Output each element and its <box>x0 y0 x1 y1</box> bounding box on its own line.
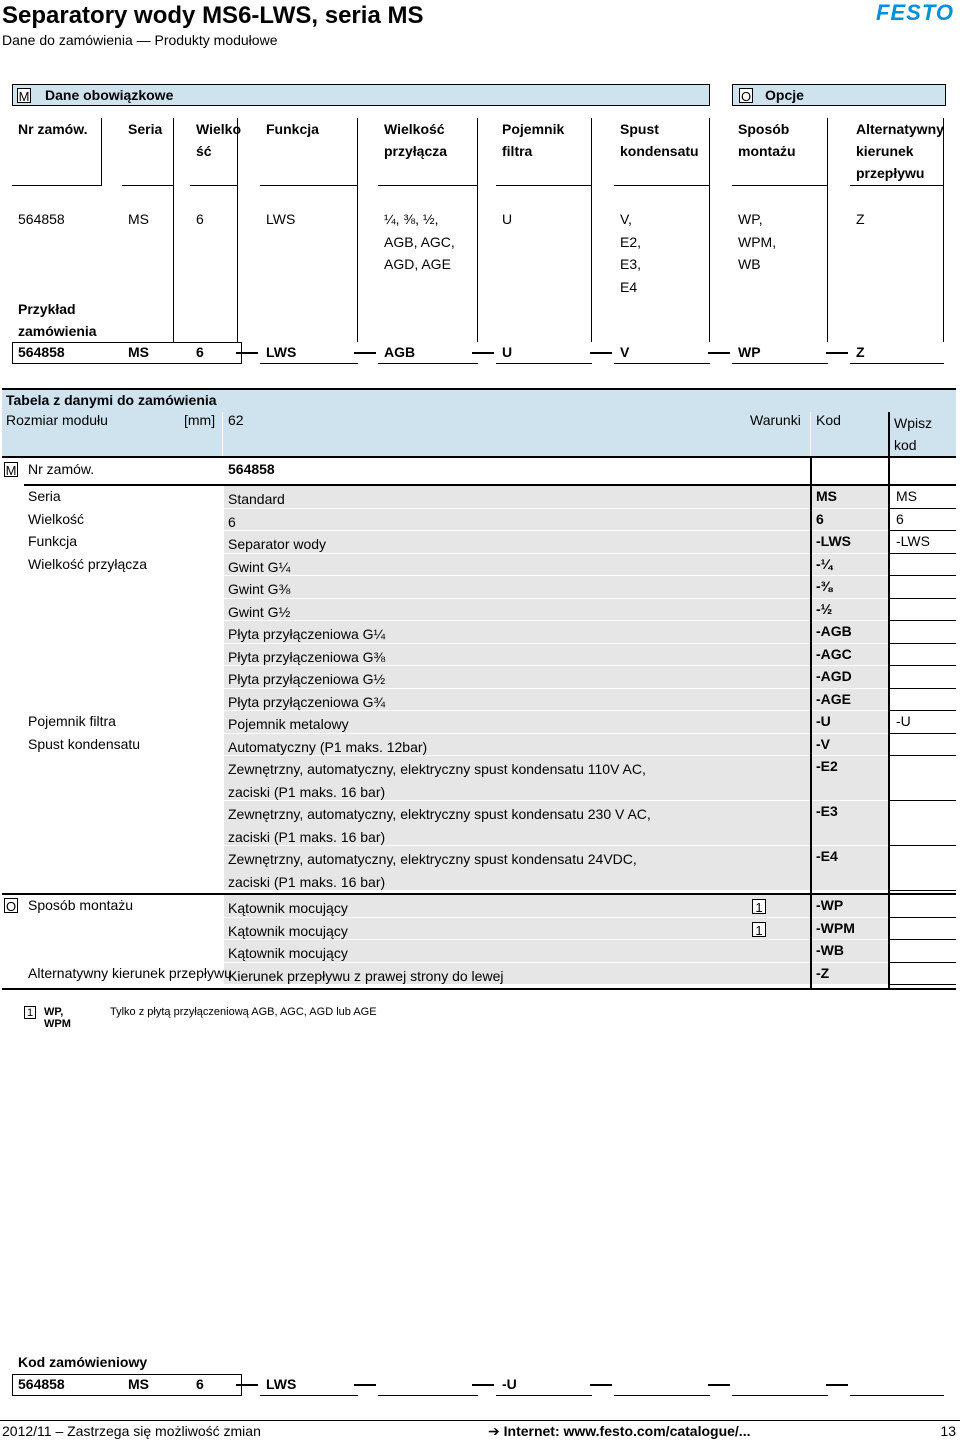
order-code-cell[interactable]: LWS <box>260 1374 358 1396</box>
header-divider <box>888 412 890 456</box>
row-shade <box>224 554 810 576</box>
table-row <box>2 689 956 712</box>
page-subtitle: Dane do zamówienia — Produkty modułowe <box>2 32 278 48</box>
table-row <box>2 801 956 846</box>
column-rule <box>888 486 890 988</box>
options-marker: O <box>740 89 752 104</box>
row-code: -¼ <box>816 555 833 572</box>
row-parameter: Funkcja <box>28 533 78 549</box>
row-description: Kątownik mocujący <box>228 945 348 961</box>
row-shade <box>224 509 810 531</box>
row-code: -E3 <box>816 803 838 819</box>
row-shade <box>224 486 810 508</box>
row-description: Kątownik mocujący <box>228 900 348 916</box>
row-description: Zewnętrzny, automatyczny, elektryczny spust kondensatu 110V AC, zaciski (P1 maks. 16 bar) <box>228 761 646 800</box>
row-description: Kątownik mocujący <box>228 922 348 939</box>
row-code: -½ <box>816 600 833 617</box>
example-cell: AGB <box>378 342 478 364</box>
ordering-column-values: 564858 <box>18 211 65 227</box>
ordering-column-title: Wielko ść <box>196 121 241 159</box>
order-no-value: 564858 <box>228 461 275 477</box>
footer-rule <box>0 1420 960 1421</box>
ordering-column-title: Sposób montażu <box>738 121 796 159</box>
options-bar <box>732 84 946 106</box>
mandatory-bar <box>12 84 710 106</box>
order-code-cell[interactable]: 6 <box>190 1374 238 1396</box>
header-divider <box>222 412 223 456</box>
order-code-cell[interactable] <box>378 1374 478 1396</box>
table-row <box>2 918 956 941</box>
options-marker-table: O <box>5 899 17 914</box>
table-row <box>2 895 956 918</box>
row-description: Gwint G¼ <box>228 558 291 575</box>
table-row <box>2 509 956 532</box>
column-rule <box>810 486 812 988</box>
table-title: Tabela z danymi do zamówienia <box>2 390 956 412</box>
row-parameter: Spust kondensatu <box>28 735 141 752</box>
row-description: Gwint G½ <box>228 603 291 620</box>
row-description: Płyta przyłączeniowa G½ <box>228 671 386 687</box>
ordering-column-values: U <box>502 211 513 227</box>
row-code: -E4 <box>816 848 838 864</box>
order-no-label: Nr zamów. <box>28 461 95 477</box>
footnote-codes: WP, WPM <box>44 1006 71 1030</box>
page-title: Separatory wody MS6-LWS, seria MS <box>2 2 424 29</box>
ordering-column-values: 6 <box>196 211 204 227</box>
header-divider <box>810 412 811 456</box>
row-parameter: Seria <box>28 488 61 504</box>
table-row <box>2 486 956 509</box>
enter-col-rule <box>888 458 890 484</box>
mandatory-marker-table: M <box>5 463 17 478</box>
mandatory-label: Dane obowiązkowe <box>45 87 174 103</box>
page-number: 13 <box>940 1423 956 1439</box>
row-description: Kierunek przepływu z prawej strony do lewej <box>228 967 504 984</box>
example-cell: U <box>496 342 592 364</box>
row-description: Zewnętrzny, automatyczny, elektryczny spust kondensatu 230 V AC, zaciski (P1 maks. 16 bar) <box>228 806 651 845</box>
row-code: -U <box>816 713 831 729</box>
code-header: Kod <box>816 412 841 428</box>
footer-left: 2012/11 – Zastrzega się możliwość zmian <box>2 1423 261 1439</box>
table-row <box>2 621 956 644</box>
festo-logo: FESTO <box>876 0 954 25</box>
example-cell: LWS <box>260 342 358 364</box>
ordering-column-rule <box>173 186 174 342</box>
table-row <box>2 734 956 757</box>
ordering-column-rule <box>943 186 944 342</box>
row-parameter: Wielkość <box>28 510 85 527</box>
order-code-frame <box>12 1374 242 1396</box>
enter-header: Wpisz kod <box>894 415 933 453</box>
row-code: -AGE <box>816 690 851 707</box>
row-parameter: Wielkość przyłącza <box>28 555 148 572</box>
row-parameter: Pojemnik filtra <box>28 713 116 729</box>
example-cell: Z <box>850 342 944 364</box>
ordering-column-rule <box>477 186 478 342</box>
arrow-icon: ➔ <box>488 1423 500 1439</box>
row-condition-marker: 1 <box>752 922 766 937</box>
ordering-column-rule <box>591 186 592 342</box>
row-condition-marker: 1 <box>752 899 766 914</box>
example-cell: 6 <box>190 342 238 364</box>
order-code-cell[interactable]: 564858 <box>12 1374 102 1396</box>
row-description: Płyta przyłączeniowa G¼ <box>228 626 386 642</box>
example-label: Przykład zamówienia <box>18 301 97 339</box>
order-no-row <box>2 458 956 484</box>
row-enter-code[interactable]: -U <box>896 713 911 729</box>
order-code-cell[interactable] <box>614 1374 710 1396</box>
footer-link-group[interactable] <box>488 1423 750 1440</box>
row-description: Płyta przyłączeniowa G⅜ <box>228 648 386 665</box>
ordering-column-title: Spust kondensatu <box>620 121 699 159</box>
order-code-cell[interactable] <box>850 1374 944 1396</box>
row-code: -AGD <box>816 668 852 684</box>
ordering-column-values: V, E2, E3, E4 <box>620 211 642 295</box>
size-unit: [mm] <box>184 412 216 428</box>
table-row <box>2 711 956 734</box>
ordering-column-rule <box>237 186 238 342</box>
row-code: MS <box>816 488 837 504</box>
row-code: -V <box>816 735 830 752</box>
ordering-column-values: MS <box>128 211 149 227</box>
ordering-column-title: Pojemnik filtra <box>502 121 565 159</box>
row-enter-code[interactable]: 6 <box>896 510 904 527</box>
table-row <box>2 554 956 577</box>
example-cell: WP <box>732 342 828 364</box>
table-header <box>2 412 956 456</box>
table-row <box>2 963 956 986</box>
row-code: -WP <box>816 897 844 913</box>
row-code: -E2 <box>816 758 838 774</box>
table-row <box>2 531 956 554</box>
ordering-column-values: Z <box>856 211 865 227</box>
table-bottom-rule <box>2 988 956 990</box>
ordering-column-values: ¼, ⅜, ½, AGB, AGC, AGD, AGE <box>384 211 455 272</box>
footnote-marker: 1 <box>24 1006 36 1019</box>
ordering-column-title: Alternatywny kierunek przepływu <box>856 121 944 181</box>
footnote-text: Tylko z płytą przyłączeniową AGB, AGC, AGD lub AGE <box>110 1006 377 1018</box>
enter-row-rule <box>890 890 956 891</box>
ordering-column-rule <box>357 186 358 342</box>
separator-dash <box>590 1384 612 1386</box>
ordering-column-title: Wielkość przyłącza <box>384 121 448 159</box>
table-row <box>2 644 956 667</box>
row-code: -Z <box>816 964 830 981</box>
order-code-cell[interactable] <box>732 1374 828 1396</box>
separator-dash <box>472 352 494 354</box>
separator-dash <box>354 352 376 354</box>
row-code: -LWS <box>816 533 851 549</box>
separator-dash <box>708 352 730 354</box>
conditions-header: Warunki <box>750 412 801 428</box>
table-row <box>2 666 956 689</box>
footer-link[interactable]: Internet: www.festo.com/catalogue/... <box>503 1423 751 1439</box>
row-parameter: Sposób montażu <box>28 897 134 913</box>
example-cell: V <box>614 342 710 364</box>
row-shade <box>224 599 810 621</box>
example-cell: MS <box>122 342 174 364</box>
row-description: Standard <box>228 491 285 507</box>
table-row <box>2 756 956 801</box>
example-cell: 564858 <box>12 342 102 364</box>
ordering-column-title: Seria <box>128 121 163 137</box>
ordering-column-title: Nr zamów. <box>18 121 88 137</box>
options-label: Opcje <box>765 87 804 103</box>
ordering-column-rule <box>709 186 710 342</box>
enter-row-rule <box>890 984 956 985</box>
row-code: -AGB <box>816 623 852 639</box>
size-value: 62 <box>228 412 244 428</box>
row-description: Gwint G⅜ <box>228 581 291 597</box>
separator-dash <box>708 1384 730 1386</box>
separator-dash <box>590 352 612 354</box>
code-col-rule <box>810 458 812 484</box>
row-code: -AGC <box>816 645 852 662</box>
order-code-cell[interactable]: MS <box>122 1374 174 1396</box>
separator-dash <box>826 1384 848 1386</box>
row-code: 6 <box>816 510 824 527</box>
row-enter-code[interactable]: -LWS <box>896 533 930 549</box>
size-label: Rozmiar modułu <box>6 412 108 428</box>
row-code: -⅜ <box>816 578 833 594</box>
row-code: -WB <box>816 942 844 958</box>
row-shade <box>224 576 810 598</box>
row-description: Separator wody <box>228 536 327 552</box>
order-code-title: Kod zamówieniowy <box>18 1354 148 1370</box>
table-row <box>2 940 956 963</box>
row-description: Zewnętrzny, automatyczny, elektryczny spust kondensatu 24VDC, zaciski (P1 maks. 16 bar) <box>228 851 637 890</box>
separator-dash <box>826 352 848 354</box>
row-description: Płyta przyłączeniowa G¾ <box>228 693 386 710</box>
row-description: Pojemnik metalowy <box>228 716 349 732</box>
order-code-cell[interactable]: -U <box>496 1374 592 1396</box>
separator-dash <box>354 1384 376 1386</box>
row-enter-code[interactable]: MS <box>896 488 917 504</box>
ordering-column-values: LWS <box>266 211 296 227</box>
example-frame <box>12 342 242 364</box>
table-row <box>2 599 956 622</box>
table-row <box>2 846 956 891</box>
table-row <box>2 576 956 599</box>
separator-dash <box>472 1384 494 1386</box>
mandatory-marker: M <box>18 89 30 104</box>
row-code: -WPM <box>816 919 855 936</box>
row-description: Automatyczny (P1 maks. 12bar) <box>228 738 428 755</box>
ordering-column-values: WP, WPM, WB <box>738 211 777 272</box>
row-description: 6 <box>228 513 236 530</box>
row-parameter: Alternatywny kierunek przepływu <box>28 964 232 981</box>
ordering-column-rule <box>827 186 828 342</box>
ordering-column-title: Funkcja <box>266 121 319 137</box>
